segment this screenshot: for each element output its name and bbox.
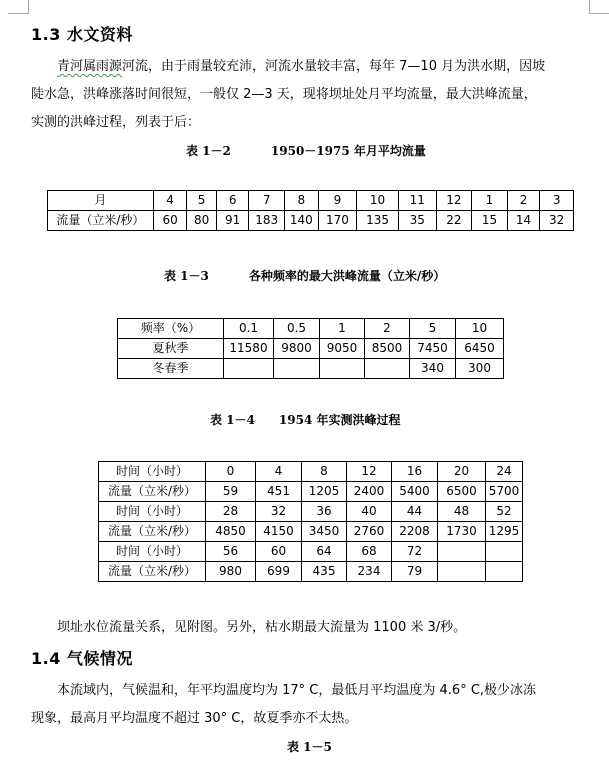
table-cell: 4 bbox=[153, 191, 187, 211]
table-cell: 7450 bbox=[410, 339, 456, 359]
table-cell: 15 bbox=[472, 211, 508, 231]
table-cell: 64 bbox=[302, 542, 347, 562]
table-row-label-cell: 频率（%） bbox=[118, 319, 224, 339]
table-cell: 1730 bbox=[438, 522, 486, 542]
grammar-flagged-text[interactable]: 青河属雨源 bbox=[57, 59, 123, 74]
table-caption bbox=[210, 412, 400, 428]
table-cell bbox=[486, 562, 523, 582]
table-cell: 6 bbox=[216, 191, 249, 211]
table-cell: 16 bbox=[392, 462, 438, 482]
table-cell: 7 bbox=[249, 191, 285, 211]
table-cell: 2760 bbox=[347, 522, 392, 542]
table-cell: 28 bbox=[206, 502, 256, 522]
table-cell: 135 bbox=[357, 211, 399, 231]
table-cell: 12 bbox=[347, 462, 392, 482]
table-frequency-peak-flow bbox=[117, 318, 504, 379]
table-header-row bbox=[48, 191, 574, 211]
table-cell: 10 bbox=[357, 191, 399, 211]
table-row bbox=[118, 339, 504, 359]
table-cell: 3450 bbox=[302, 522, 347, 542]
table-cell: 9050 bbox=[320, 339, 365, 359]
table-cell: 11580 bbox=[224, 339, 274, 359]
table-row bbox=[99, 502, 523, 522]
table-cell: 8500 bbox=[365, 339, 410, 359]
table-row-label-cell: 流量（立米/秒） bbox=[99, 562, 206, 582]
table-cell: 699 bbox=[256, 562, 302, 582]
table-cell: 14 bbox=[507, 211, 540, 231]
table-cell: 1295 bbox=[486, 522, 523, 542]
table-cell bbox=[365, 359, 410, 379]
table-cell: 56 bbox=[206, 542, 256, 562]
table-monthly-mean-flow bbox=[47, 190, 574, 231]
table-cell: 2 bbox=[507, 191, 540, 211]
table-cell: 980 bbox=[206, 562, 256, 582]
table-caption-label: 表 1－5 bbox=[287, 740, 332, 754]
table-caption bbox=[287, 739, 332, 755]
table-cell: 3 bbox=[540, 191, 574, 211]
paragraph-line: 实测的洪峰过程，列表于后： bbox=[31, 115, 201, 130]
table-cell: 4850 bbox=[206, 522, 256, 542]
table-row-label-cell: 时间（小时） bbox=[99, 462, 206, 482]
table-cell: 80 bbox=[187, 211, 217, 231]
table-cell: 36 bbox=[302, 502, 347, 522]
table-cell: 170 bbox=[318, 211, 357, 231]
table-cell: 0.1 bbox=[224, 319, 274, 339]
table-cell: 59 bbox=[206, 482, 256, 502]
table-cell: 234 bbox=[347, 562, 392, 582]
table-cell: 1 bbox=[472, 191, 508, 211]
table-row-label-cell: 月 bbox=[48, 191, 154, 211]
table-cell: 68 bbox=[347, 542, 392, 562]
table-cell: 60 bbox=[153, 211, 187, 231]
table-cell: 4 bbox=[256, 462, 302, 482]
table-cell: 140 bbox=[285, 211, 319, 231]
table-row bbox=[99, 482, 523, 502]
table-row-label-cell: 时间（小时） bbox=[99, 502, 206, 522]
table-cell: 79 bbox=[392, 562, 438, 582]
table-cell: 52 bbox=[486, 502, 523, 522]
table-cell: 20 bbox=[438, 462, 486, 482]
table-row-label-cell: 流量（立米/秒） bbox=[48, 211, 154, 231]
paragraph-line: 坝址水位流量关系，见附图。另外，枯水期最大流量为 1100 米 3/秒。 bbox=[57, 620, 467, 635]
table-header-row bbox=[99, 462, 523, 482]
table-cell: 22 bbox=[436, 211, 472, 231]
table-cell: 1 bbox=[320, 319, 365, 339]
table-cell: 5 bbox=[187, 191, 217, 211]
table-cell: 12 bbox=[436, 191, 472, 211]
table-caption-label: 表 1－4 bbox=[210, 413, 255, 427]
table-row-label-cell: 冬春季 bbox=[118, 359, 224, 379]
table-cell: 8 bbox=[285, 191, 319, 211]
table-cell: 5 bbox=[410, 319, 456, 339]
table-caption-title: 1954 年实测洪峰过程 bbox=[278, 413, 401, 427]
table-cell: 1205 bbox=[302, 482, 347, 502]
table-row bbox=[118, 359, 504, 379]
page-corner-mark-top-right bbox=[589, 0, 609, 14]
table-cell bbox=[274, 359, 320, 379]
table-cell: 4150 bbox=[256, 522, 302, 542]
table-header-row bbox=[118, 319, 504, 339]
table-row-label-cell: 流量（立米/秒） bbox=[99, 522, 206, 542]
table-cell: 2 bbox=[365, 319, 410, 339]
table-cell: 435 bbox=[302, 562, 347, 582]
section-heading-1-4: 1.4 气候情况 bbox=[31, 649, 133, 668]
table-cell: 451 bbox=[256, 482, 302, 502]
table-row bbox=[99, 542, 523, 562]
paragraph-line: 陡水急，洪峰涨落时间很短，一般仅 2—3 天，现将坝址处月平均流量，最大洪峰流量， bbox=[31, 87, 537, 102]
table-cell: 32 bbox=[540, 211, 574, 231]
table-cell: 91 bbox=[216, 211, 249, 231]
table-row-label-cell: 流量（立米/秒） bbox=[99, 482, 206, 502]
table-cell: 44 bbox=[392, 502, 438, 522]
table-cell bbox=[486, 542, 523, 562]
table-caption bbox=[164, 268, 445, 284]
table-cell: 24 bbox=[486, 462, 523, 482]
table-row bbox=[99, 562, 523, 582]
table-cell: 9800 bbox=[274, 339, 320, 359]
table-cell bbox=[438, 562, 486, 582]
table-cell: 72 bbox=[392, 542, 438, 562]
table-cell: 2208 bbox=[392, 522, 438, 542]
table-cell bbox=[438, 542, 486, 562]
table-cell: 8 bbox=[302, 462, 347, 482]
table-cell bbox=[320, 359, 365, 379]
paragraph-line: 现象，最高月平均温度不超过 30° C，故夏季亦不太热。 bbox=[31, 711, 358, 726]
paragraph-line: 本流域内，气候温和，年平均温度均为 17° C，最低月平均温度为 4.6° C,极少冰冻 bbox=[57, 683, 537, 698]
table-caption-label: 表 1－3 bbox=[164, 269, 209, 283]
table-cell: 48 bbox=[438, 502, 486, 522]
page-corner-mark-top-left bbox=[8, 0, 29, 14]
table-cell bbox=[224, 359, 274, 379]
table-caption-title: 各种频率的最大洪峰流量（立米/秒） bbox=[248, 269, 446, 283]
table-caption bbox=[186, 143, 426, 159]
table-cell: 6500 bbox=[438, 482, 486, 502]
table-row-label-cell: 时间（小时） bbox=[99, 542, 206, 562]
table-cell: 0 bbox=[206, 462, 256, 482]
table-caption-title: 1950－1975 年月平均流量 bbox=[270, 144, 426, 158]
table-cell: 0.5 bbox=[274, 319, 320, 339]
table-cell: 2400 bbox=[347, 482, 392, 502]
table-cell: 35 bbox=[398, 211, 436, 231]
section-heading-1-3: 1.3 水文资料 bbox=[31, 25, 133, 44]
paragraph-line bbox=[31, 58, 545, 76]
table-caption-label: 表 1－2 bbox=[186, 144, 231, 158]
table-cell: 60 bbox=[256, 542, 302, 562]
table-1954-flood-process bbox=[98, 461, 523, 582]
table-cell: 5400 bbox=[392, 482, 438, 502]
table-row bbox=[48, 211, 574, 231]
table-cell: 183 bbox=[249, 211, 285, 231]
table-cell: 9 bbox=[318, 191, 357, 211]
table-cell: 10 bbox=[456, 319, 504, 339]
table-cell: 6450 bbox=[456, 339, 504, 359]
table-cell: 340 bbox=[410, 359, 456, 379]
table-row bbox=[99, 522, 523, 542]
table-cell: 300 bbox=[456, 359, 504, 379]
paragraph-text: 河流，由于雨量较充沛，河流水量较丰富，每年 7—10 月为洪水期，因坡 bbox=[122, 59, 546, 74]
table-cell: 40 bbox=[347, 502, 392, 522]
table-row-label-cell: 夏秋季 bbox=[118, 339, 224, 359]
table-cell: 5700 bbox=[486, 482, 523, 502]
table-cell: 11 bbox=[398, 191, 436, 211]
table-cell: 32 bbox=[256, 502, 302, 522]
